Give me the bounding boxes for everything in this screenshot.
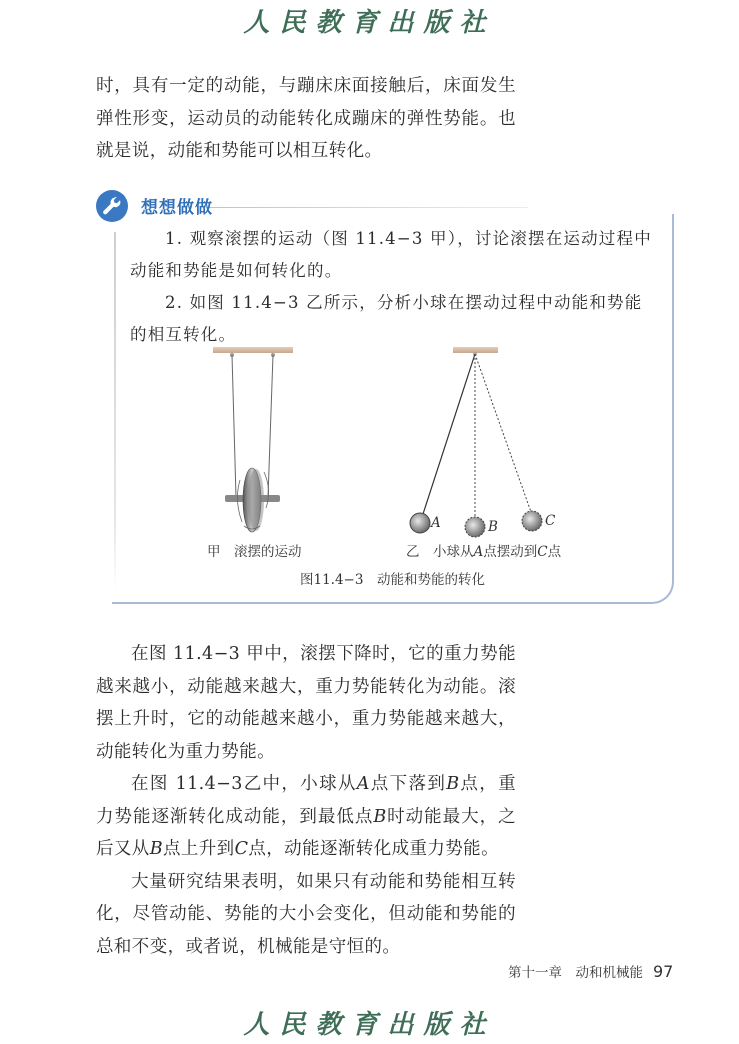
p2-b1: B	[446, 774, 460, 794]
activity-item-2: 2. 如图 11.4−3 乙所示，分析小球在摆动过程中动能和势能的相互转化。	[130, 293, 643, 344]
page-footer	[508, 961, 673, 981]
label-c: C	[545, 513, 556, 529]
caption-a: A	[473, 544, 484, 560]
figure-right-caption	[406, 540, 561, 560]
p2-s3: 点，重力势能逐渐转化成动能，到最低点	[96, 774, 516, 827]
activity-items	[130, 223, 660, 351]
simple-pendulum-figure	[395, 340, 575, 540]
wrench-icon	[96, 190, 128, 222]
caption-c: C	[537, 544, 548, 560]
body-paragraph-1: 在图 11.4−3 甲中，滚摆下降时，它的重力势能越来越小，动能越来越大，重力势能转化为动能。滚摆上升时，它的动能越来越小，重力势能越来越大，动能转化为重力势能。	[96, 644, 516, 762]
label-b: B	[488, 519, 498, 535]
p2-b3: B	[149, 839, 163, 859]
p2-s5: 点上升到	[162, 839, 235, 859]
intro-text: 时，具有一定的动能，与蹦床床面接触后，床面发生弹性形变，运动员的动能转化成蹦床的弹性势能。也就是说，动能和势能可以相互转化。	[96, 76, 516, 161]
figure-left-caption: 甲 滚摆的运动	[207, 544, 302, 560]
page-number: 97	[653, 962, 674, 981]
caption-prefix: 乙 小球从	[406, 544, 474, 560]
activity-item-1: 1. 观察滚摆的运动（图 11.4−3 甲），讨论滚摆在运动过程中动能和势能是如何转化的。	[130, 229, 652, 280]
publisher-logo-top: 人民教育出版社	[243, 8, 496, 38]
p2-s2: 点下落到	[369, 774, 447, 794]
chapter-title: 第十一章 动和机械能	[508, 965, 643, 981]
p2-a: A	[356, 774, 370, 794]
caption-mid: 点摆动到	[483, 544, 538, 560]
p2-s4: 时动能最大，之后又从	[96, 806, 516, 859]
activity-title: 想想做做	[141, 198, 213, 218]
caption-suffix: 点	[547, 544, 562, 560]
publisher-logo-bottom: 人民教育出版社	[243, 1010, 496, 1040]
p2-s1: 在图 11.4−3乙中，小球从	[131, 774, 357, 794]
label-a: A	[431, 515, 441, 531]
p2-c: C	[234, 839, 249, 859]
activity-title-rule	[208, 207, 528, 208]
maxwell-pendulum-figure	[200, 340, 310, 540]
p2-s6: 点，动能逐渐转化成重力势能。	[248, 839, 499, 859]
p2-b2: B	[373, 806, 387, 827]
body-paragraph-2	[96, 768, 516, 866]
body-paragraph-3: 大量研究结果表明，如果只有动能和势能相互转化，尽管动能、势能的大小会变化，但动能和势能的总和不变，或者说，机械能是守恒的。	[96, 871, 516, 957]
activity-box-left-border	[114, 232, 116, 592]
intro-paragraph	[96, 70, 516, 168]
body-text	[96, 638, 516, 963]
figure-main-caption: 图11.4−3 动能和势能的转化	[300, 572, 485, 588]
